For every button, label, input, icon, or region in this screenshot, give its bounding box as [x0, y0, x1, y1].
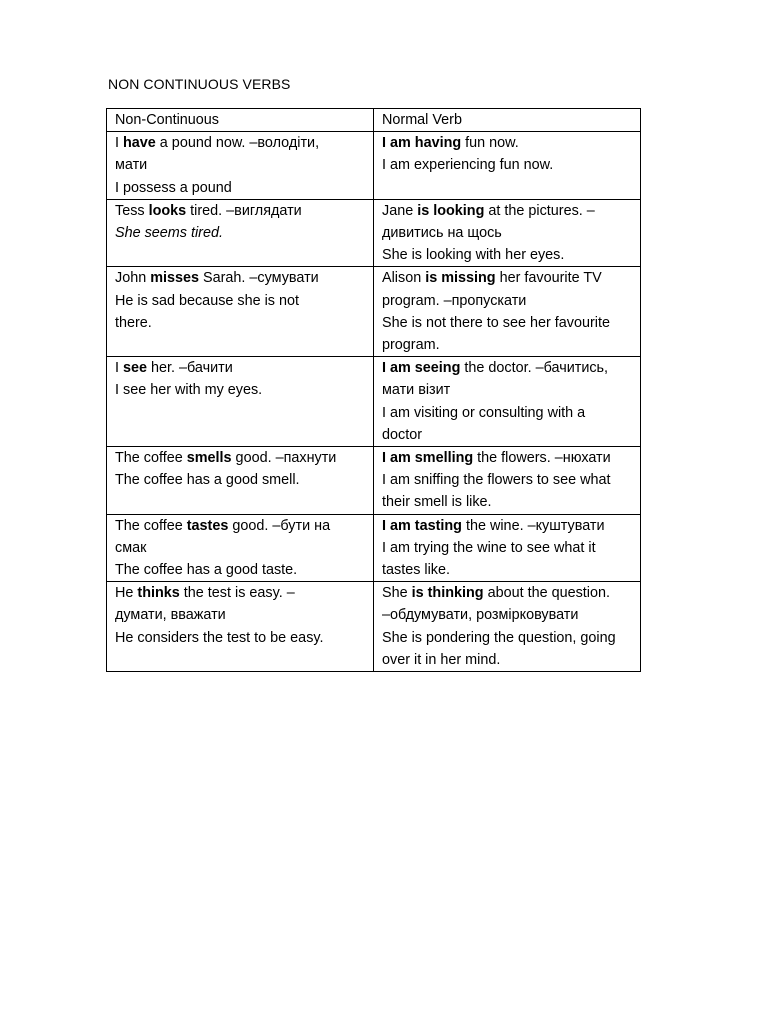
- table-row: [107, 199, 641, 267]
- cell-line: [382, 290, 634, 312]
- cell-text: I see her with my eyes.: [115, 382, 263, 399]
- cell-text: John: [115, 270, 151, 287]
- cell-text: смак: [115, 539, 147, 556]
- cell-text: good. –бути на: [228, 517, 331, 534]
- normal-verb-cell: [374, 199, 641, 267]
- non-continuous-cell: [107, 357, 374, 447]
- verb-highlight: tastes: [186, 517, 229, 534]
- verb-highlight: smells: [186, 450, 232, 467]
- cell-text: doctor: [382, 426, 422, 443]
- cell-text: I: [115, 135, 123, 152]
- verb-highlight: have: [123, 135, 156, 152]
- non-continuous-cell: [107, 267, 374, 357]
- table-row: [107, 582, 641, 672]
- cell-text: the doctor. –бачитись,: [460, 360, 609, 377]
- cell-line: [115, 604, 367, 626]
- cell-line: [382, 334, 634, 356]
- cell-text: I possess a pound: [115, 179, 232, 196]
- cell-text: tastes like.: [382, 562, 450, 579]
- cell-text: He is sad because she is not: [115, 292, 299, 309]
- cell-text: мати візит: [382, 382, 451, 399]
- cell-line: [115, 154, 367, 176]
- cell-text: She is looking with her eyes.: [382, 247, 565, 264]
- cell-text: their smell is like.: [382, 494, 492, 511]
- verb-highlight: I am smelling: [382, 450, 474, 467]
- cell-text: Tess: [115, 202, 149, 219]
- cell-line: [382, 402, 634, 424]
- cell-text: He considers the test to be easy.: [115, 629, 324, 646]
- cell-text: tired. –виглядати: [186, 202, 302, 219]
- cell-text: The coffee: [115, 517, 187, 534]
- normal-verb-cell: [374, 267, 641, 357]
- cell-text: there.: [115, 314, 152, 331]
- cell-text: I am visiting or consulting with a: [382, 404, 586, 421]
- cell-line: [382, 559, 634, 581]
- cell-text: the flowers. –нюхати: [473, 450, 611, 467]
- cell-line: [115, 447, 367, 469]
- cell-line: [115, 357, 367, 379]
- verb-highlight: I am having: [382, 135, 462, 152]
- cell-line: [115, 582, 367, 604]
- cell-line: [382, 649, 634, 671]
- cell-text: her favourite TV: [495, 270, 602, 287]
- cell-text: over it in her mind.: [382, 651, 501, 668]
- table-row: [107, 132, 641, 200]
- header-non-continuous: Non-Continuous: [107, 109, 374, 132]
- cell-line: [382, 627, 634, 649]
- cell-text: program. –пропускати: [382, 292, 527, 309]
- cell-text: the wine. –куштувати: [461, 517, 605, 534]
- cell-line: [115, 177, 367, 199]
- normal-verb-cell: [374, 357, 641, 447]
- cell-text: her. –бачити: [147, 360, 233, 377]
- cell-text: Jane: [382, 202, 418, 219]
- cell-line: [115, 515, 367, 537]
- cell-text: Sarah. –сумувати: [199, 270, 319, 287]
- cell-line: [115, 627, 367, 649]
- cell-text: дивитись на щось: [382, 225, 502, 242]
- cell-text: He: [115, 585, 138, 602]
- cell-text: She is not there to see her favourite: [382, 314, 610, 331]
- non-continuous-cell: [107, 199, 374, 267]
- italic-text: She seems tired.: [115, 225, 223, 242]
- cell-text: The coffee: [115, 450, 187, 467]
- cell-line: [382, 537, 634, 559]
- cell-text: program.: [382, 337, 440, 354]
- normal-verb-cell: [374, 132, 641, 200]
- cell-line: [382, 222, 634, 244]
- cell-line: [115, 379, 367, 401]
- cell-line: [115, 222, 367, 244]
- cell-line: [382, 604, 634, 626]
- verb-highlight: thinks: [137, 585, 180, 602]
- cell-text: about the question.: [483, 585, 610, 602]
- cell-line: [382, 244, 634, 266]
- normal-verb-cell: [374, 447, 641, 515]
- verb-highlight: is thinking: [411, 585, 484, 602]
- cell-line: [115, 312, 367, 334]
- cell-line: [382, 200, 634, 222]
- page-title: NON CONTINUOUS VERBS: [108, 76, 291, 92]
- cell-text: I: [115, 360, 123, 377]
- cell-line: [382, 582, 634, 604]
- verb-highlight: see: [123, 360, 148, 377]
- non-continuous-cell: [107, 582, 374, 672]
- verb-highlight: I am seeing: [382, 360, 461, 377]
- cell-line: [115, 200, 367, 222]
- cell-text: думати, вважати: [115, 607, 226, 624]
- cell-line: [382, 312, 634, 334]
- table-header-row: [107, 109, 641, 132]
- verb-highlight: misses: [150, 270, 200, 287]
- normal-verb-cell: [374, 514, 641, 582]
- cell-line: [382, 154, 634, 176]
- verb-highlight: is looking: [417, 202, 485, 219]
- verbs-table: [106, 108, 641, 672]
- cell-line: [382, 515, 634, 537]
- normal-verb-cell: [374, 582, 641, 672]
- non-continuous-cell: [107, 132, 374, 200]
- cell-text: She is pondering the question, going: [382, 629, 616, 646]
- cell-line: [115, 267, 367, 289]
- header-normal-verb: Normal Verb: [374, 109, 641, 132]
- cell-text: the test is easy. –: [179, 585, 295, 602]
- cell-text: Alison: [382, 270, 426, 287]
- table-row: [107, 267, 641, 357]
- cell-line: [382, 447, 634, 469]
- table-row: [107, 447, 641, 515]
- cell-line: [115, 537, 367, 559]
- cell-line: [382, 132, 634, 154]
- cell-text: I am experiencing fun now.: [382, 157, 554, 174]
- cell-line: [382, 357, 634, 379]
- cell-line: [382, 379, 634, 401]
- cell-line: [382, 491, 634, 513]
- cell-line: [382, 267, 634, 289]
- cell-line: [382, 424, 634, 446]
- cell-line: [115, 559, 367, 581]
- cell-line: [115, 290, 367, 312]
- table-row: [107, 357, 641, 447]
- cell-text: The coffee has a good smell.: [115, 472, 300, 489]
- cell-text: I am trying the wine to see what it: [382, 539, 596, 556]
- cell-line: [115, 469, 367, 491]
- table-row: [107, 514, 641, 582]
- cell-text: fun now.: [461, 135, 519, 152]
- cell-text: good. –пахнути: [231, 450, 337, 467]
- cell-text: at the pictures. –: [484, 202, 595, 219]
- cell-text: –обдумувати, розмірковувати: [382, 607, 579, 624]
- cell-text: мати: [115, 157, 148, 174]
- table-body: [107, 132, 641, 672]
- cell-text: a pound now. –володіти,: [155, 135, 320, 152]
- cell-text: I am sniffing the flowers to see what: [382, 472, 611, 489]
- cell-line: [115, 132, 367, 154]
- verb-highlight: I am tasting: [382, 517, 462, 534]
- cell-text: She: [382, 585, 412, 602]
- non-continuous-cell: [107, 447, 374, 515]
- verb-highlight: is missing: [425, 270, 496, 287]
- verb-highlight: looks: [148, 202, 187, 219]
- non-continuous-cell: [107, 514, 374, 582]
- cell-text: The coffee has a good taste.: [115, 562, 298, 579]
- cell-line: [382, 469, 634, 491]
